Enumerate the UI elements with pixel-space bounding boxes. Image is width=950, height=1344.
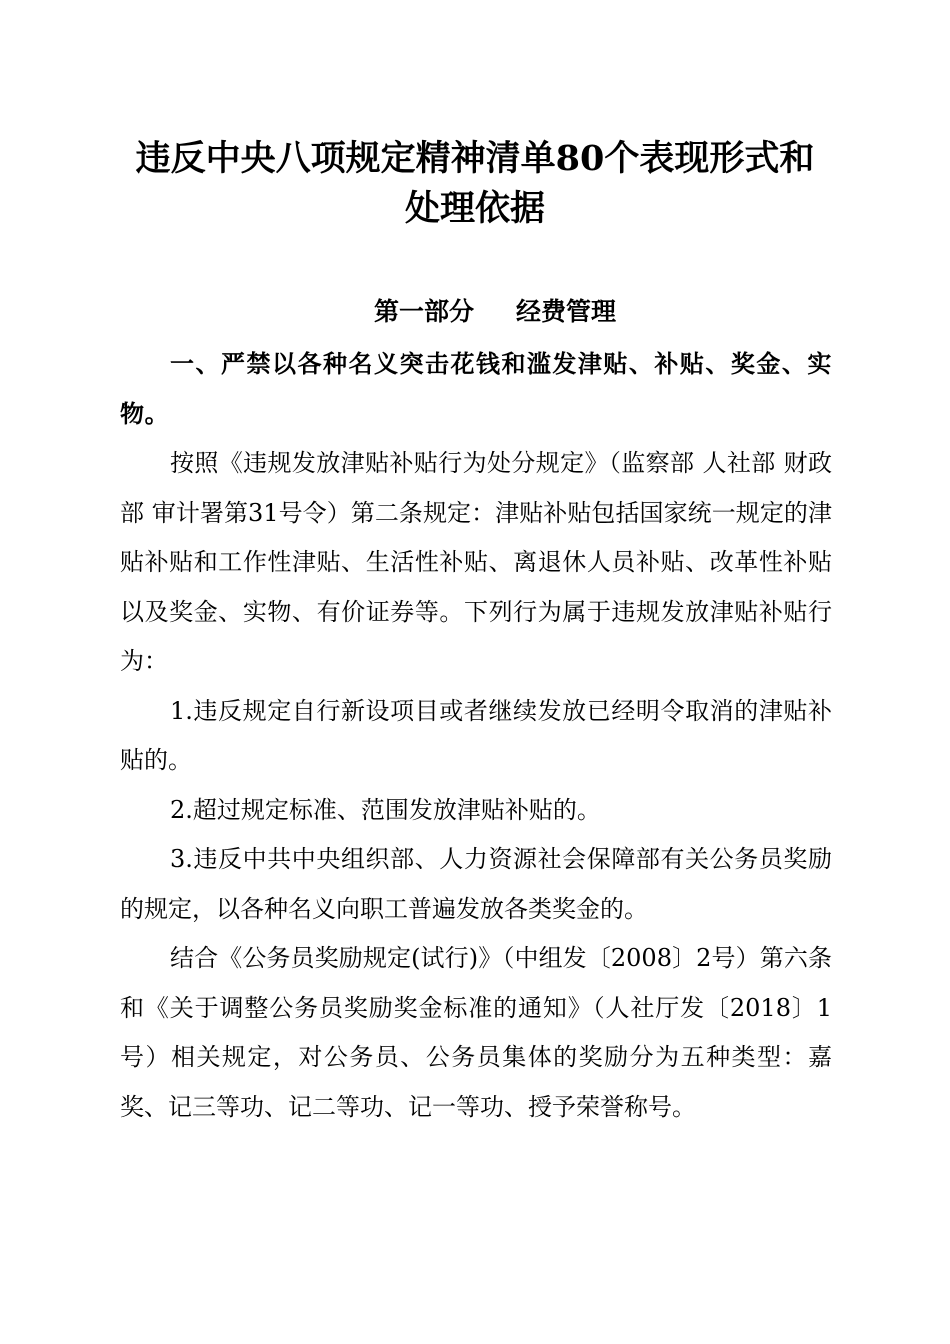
list-item-1: 1.违反规定自行新设项目或者继续发放已经明令取消的津贴补贴的。 <box>120 696 832 774</box>
section-heading <box>110 292 880 332</box>
paragraph-regulation-basis: 按照《违规发放津贴补贴行为处分规定》（监察部 人社部 财政部 审计署第31号令）第二条规定：津贴补贴包括国家统一规定的津贴补贴和工作性津贴、生活性补贴、离退休人员补贴、改革性补贴以及奖金、实物、有价证券等。下列行为属于违规发放津贴补贴行为： <box>120 449 832 675</box>
list-item-2: 2.超过规定标准、范围发放津贴补贴的。 <box>170 795 601 824</box>
section-name: 经费管理 <box>516 297 617 326</box>
document-title-line-2: 处理依据 <box>404 188 545 229</box>
document-title-line-1: 违反中央八项规定精神清单80个表现形式和 <box>135 138 815 179</box>
list-item-3: 3.违反中共中央组织部、人力资源社会保障部有关公务员奖励的规定，以各种名义向职工普遍发放各类奖金的。 <box>120 845 832 923</box>
rule-heading: 一、严禁以各种名义突击花钱和滥发津贴、补贴、奖金、实物。 <box>120 350 832 428</box>
document-body <box>120 340 832 1132</box>
section-part-label: 第一部分 <box>373 297 474 326</box>
paragraph-award-types: 结合《公务员奖励规定(试行)》（中组发〔2008〕2号）第六条和《关于调整公务员奖励奖金标准的通知》（人社厅发〔2018〕1号）相关规定，对公务员、公务员集体的奖励分为五种类型：嘉奖、记三等功、记二等功、记一等功、授予荣誉称号。 <box>120 944 832 1121</box>
